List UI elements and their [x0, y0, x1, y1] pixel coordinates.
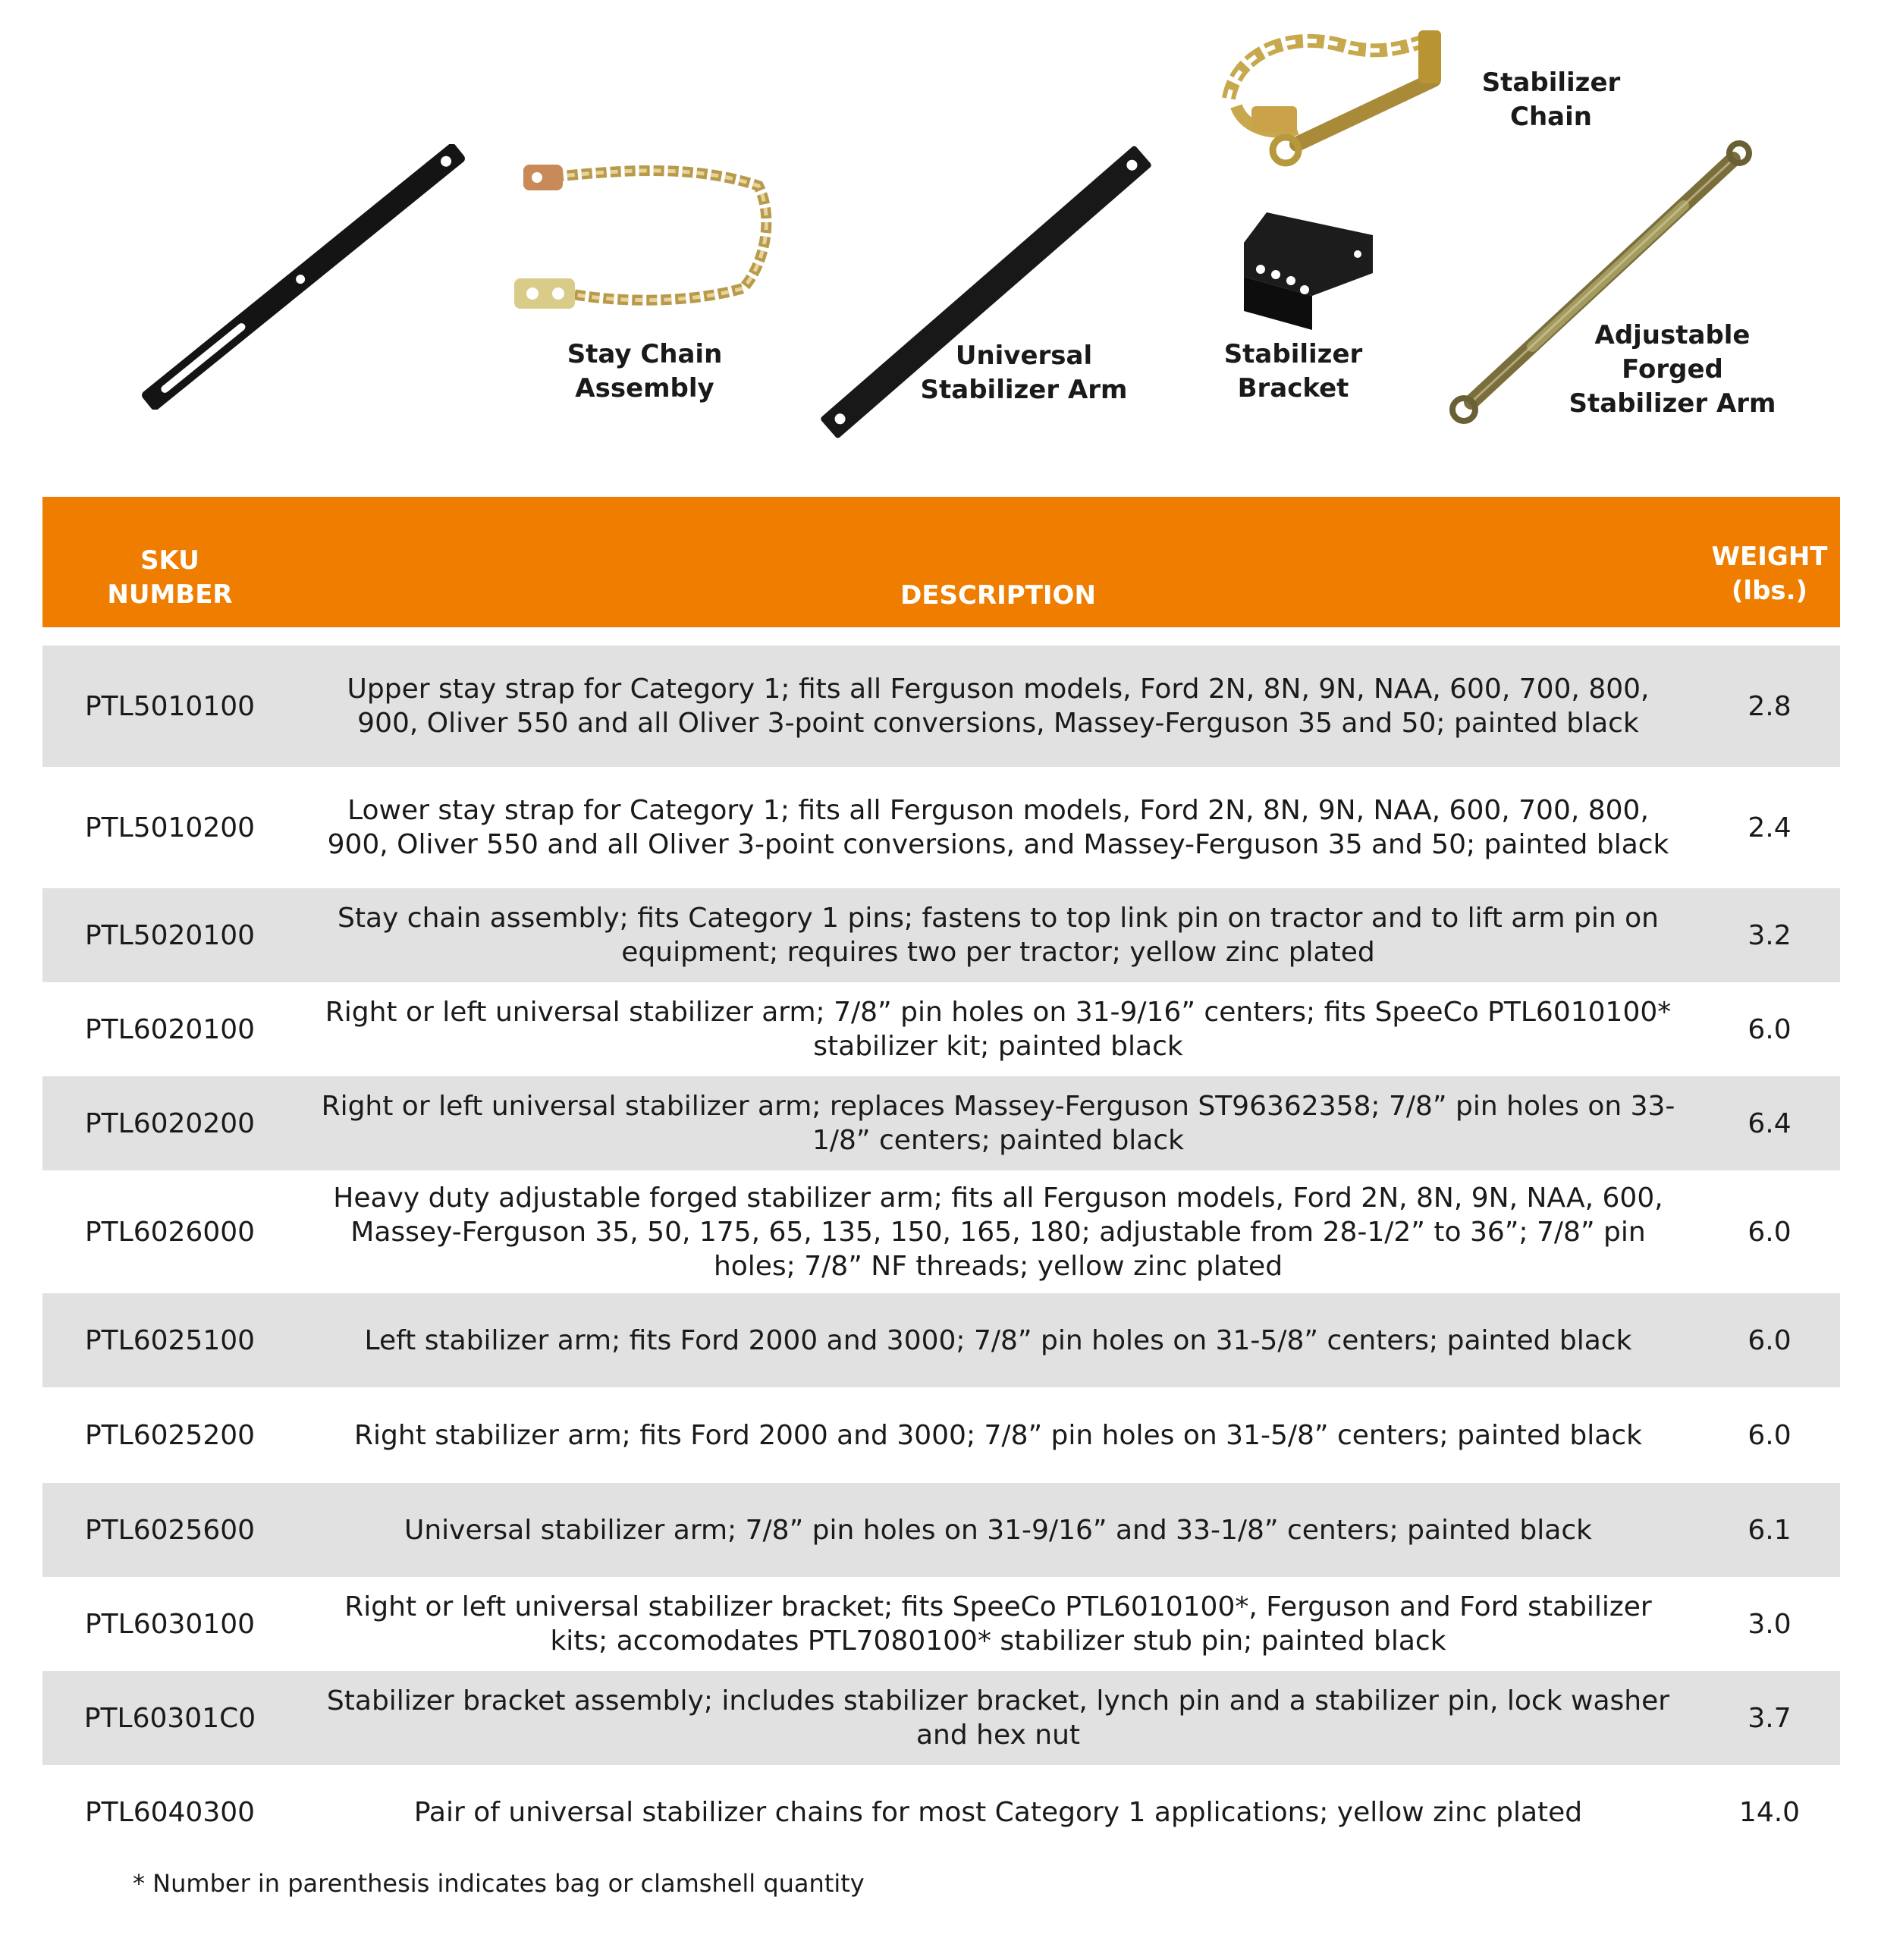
description-cell: Left stabilizer arm; fits Ford 2000 and 3000; 7/8” pin holes on 31-5/8” centers; painted black: [364, 1324, 1632, 1356]
description-cell: Pair of universal stabilizer chains for most Category 1 applications; yellow zinc plated: [413, 1796, 1583, 1828]
table-row: [42, 1293, 1840, 1387]
weight-cell: 6.0: [1748, 1216, 1792, 1248]
stabilizer-bracket-image: [1229, 205, 1380, 334]
weight-cell: 6.0: [1748, 1013, 1792, 1045]
weight-cell: 2.4: [1748, 812, 1792, 843]
table-row: [42, 982, 1840, 1076]
product-label-adjustable-forged-stabilizer-arm: Adjustable Forged Stabilizer Arm: [1569, 320, 1776, 419]
weight-cell: 6.0: [1748, 1324, 1792, 1356]
sku-cell: PTL6025200: [84, 1419, 256, 1451]
stabilizer-chain-image: [1206, 15, 1479, 197]
description-cell: Lower stay strap for Category 1; fits all Ferguson models, Ford 2N, 8N, 9N, NAA, 600, 700, 800, 900, Oliver 550 and all Oliver 3-point conversions, and Massey-Ferguson 35 and 50; painted black: [327, 795, 1669, 860]
product-images: [0, 0, 1881, 485]
sku-cell: PTL6020100: [84, 1013, 256, 1045]
description-cell: Stay chain assembly; fits Category 1 pins; fastens to top link pin on tractor and to lift arm pin on equipment; requires two per tractor; yellow zinc plated: [338, 903, 1659, 968]
table-row: [42, 1076, 1840, 1170]
footnote: * Number in parenthesis indicates bag or clamshell quantity: [133, 1869, 865, 1898]
header-gap: [42, 627, 1840, 645]
weight-cell: 14.0: [1738, 1796, 1801, 1828]
sku-cell: PTL6026000: [84, 1216, 256, 1248]
description-cell: Heavy duty adjustable forged stabilizer arm; fits all Ferguson models, Ford 2N, 8N, 9N, NAA, 600, Massey-Ferguson 35, 50, 175, 65, 135, 150, 165, 180; adjustable from 28-1/2” to 36”; 7/8” pin holes; 7/8” NF threads; yellow zinc plated: [333, 1182, 1663, 1282]
weight-cell: 3.2: [1748, 919, 1792, 951]
description-cell: Universal stabilizer arm; 7/8” pin holes on 31-9/16” and 33-1/8” centers; painted black: [404, 1514, 1592, 1546]
product-label-universal-stabilizer-arm: Universal Stabilizer Arm: [920, 341, 1128, 405]
description-cell: Stabilizer bracket assembly; includes stabilizer bracket, lynch pin and a stabilizer pin, lock washer and hex nut: [326, 1685, 1670, 1751]
description-cell: Right or left universal stabilizer arm; 7/8” pin holes on 31-9/16” centers; fits SpeeCo PTL6010100* stabilizer kit; painted black: [325, 997, 1672, 1062]
sku-cell: PTL6020200: [84, 1107, 256, 1139]
weight-cell: 6.1: [1748, 1514, 1792, 1546]
description-cell: Upper stay strap for Category 1; fits all Ferguson models, Ford 2N, 8N, 9N, NAA, 600, 700, 800, 900, Oliver 550 and all Oliver 3-point conversions, Massey-Ferguson 35 and 50; painted black: [347, 674, 1650, 739]
stay-chain-assembly-image: [508, 155, 812, 322]
sku-cell: PTL6040300: [84, 1796, 256, 1828]
weight-cell: 6.4: [1748, 1107, 1792, 1139]
table-row: [42, 645, 1840, 767]
table-row: [42, 1387, 1840, 1483]
product-table: [42, 497, 1840, 1859]
weight-cell: 6.0: [1748, 1419, 1792, 1451]
table-row: [42, 1671, 1840, 1765]
table-row: [42, 1765, 1840, 1859]
weight-cell: 3.0: [1748, 1608, 1792, 1640]
description-cell: Right stabilizer arm; fits Ford 2000 and 3000; 7/8” pin holes on 31-5/8” centers; painted black: [354, 1419, 1642, 1451]
weight-cell: 2.8: [1748, 690, 1792, 722]
sku-cell: PTL5010100: [84, 690, 256, 722]
product-label-stabilizer-bracket: Stabilizer Bracket: [1223, 339, 1363, 404]
product-label-stay-chain-assembly: Stay Chain Assembly: [567, 339, 723, 404]
table-row: [42, 888, 1840, 982]
header-weight: WEIGHT (lbs.): [1711, 542, 1828, 606]
sku-cell: PTL5020100: [84, 919, 256, 951]
sku-cell: PTL5010200: [84, 812, 256, 843]
upper-stay-strap-image: [137, 144, 470, 410]
product-label-stabilizer-chain: Stabilizer Chain: [1481, 68, 1621, 132]
description-cell: Right or left universal stabilizer bracket; fits SpeeCo PTL6010100*, Ferguson and Ford stabilizer kits; accomodates PTL7080100* stabilizer stub pin; painted black: [344, 1591, 1652, 1657]
description-cell: Right or left universal stabilizer arm; replaces Massey-Ferguson ST96362358; 7/8” pin holes on 33-1/8” centers; painted black: [321, 1091, 1675, 1156]
table-row: [42, 1483, 1840, 1577]
weight-cell: 3.7: [1748, 1702, 1792, 1734]
sku-cell: PTL6025600: [84, 1514, 256, 1546]
sku-cell: PTL6025100: [84, 1324, 256, 1356]
sku-cell: PTL6030100: [84, 1608, 256, 1640]
header-sku-number: SKU NUMBER: [107, 545, 233, 610]
sku-cell: PTL60301C0: [83, 1702, 256, 1734]
table-header: [42, 497, 1840, 627]
header-description: DESCRIPTION: [900, 580, 1096, 611]
table-row: [42, 767, 1840, 888]
table-row: [42, 1170, 1840, 1293]
table-row: [42, 1577, 1840, 1671]
